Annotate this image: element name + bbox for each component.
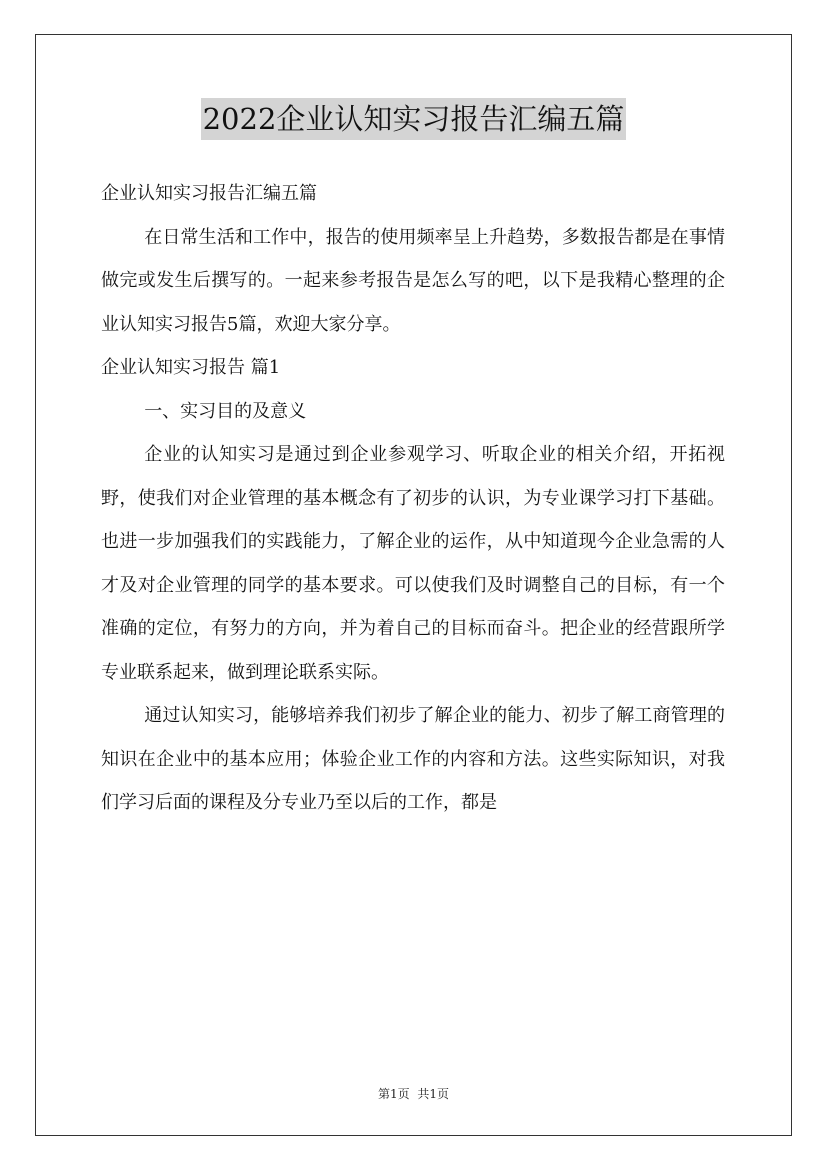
title-container: [0, 98, 827, 140]
page-footer: [0, 1085, 827, 1102]
page-total: 共1页: [417, 1087, 450, 1101]
body-paragraph: 企业的认知实习是通过到企业参观学习、听取企业的相关介绍，开拓视野，使我们对企业管理的基本概念有了初步的认识，为专业课学习打下基础。也进一步加强我们的实践能力，了解企业的运作，从中知道现今企业急需的人才及对企业管理的同学的基本要求。可以使我们及时调整自己的目标，有一个准确的定位，有努力的方向，并为着自己的目标而奋斗。把企业的经营跟所学专业联系起来，做到理论联系实际。: [101, 444, 725, 683]
intro-paragraph: 在日常生活和工作中，报告的使用频率呈上升趋势，多数报告都是在事情做完或发生后撰写的。一起来参考报告是怎么写的吧，以下是我精心整理的企业认知实习报告5篇，欢迎大家分享。: [101, 226, 725, 335]
document-body: [101, 172, 725, 825]
document-title: 2022企业认知实习报告汇编五篇: [201, 98, 627, 140]
body-paragraph: 通过认知实习，能够培养我们初步了解企业的能力、初步了解工商管理的知识在企业中的基本应用；体验企业工作的内容和方法。这些实际知识，对我们学习后面的课程及分专业乃至以后的工作，都是: [101, 705, 725, 813]
section-heading: 企业认知实习报告 篇1: [101, 357, 281, 378]
document-subtitle: 企业认知实习报告汇编五篇: [101, 183, 317, 204]
page-number: 第1页: [377, 1087, 410, 1101]
subheading: 一、实习目的及意义: [144, 400, 307, 422]
